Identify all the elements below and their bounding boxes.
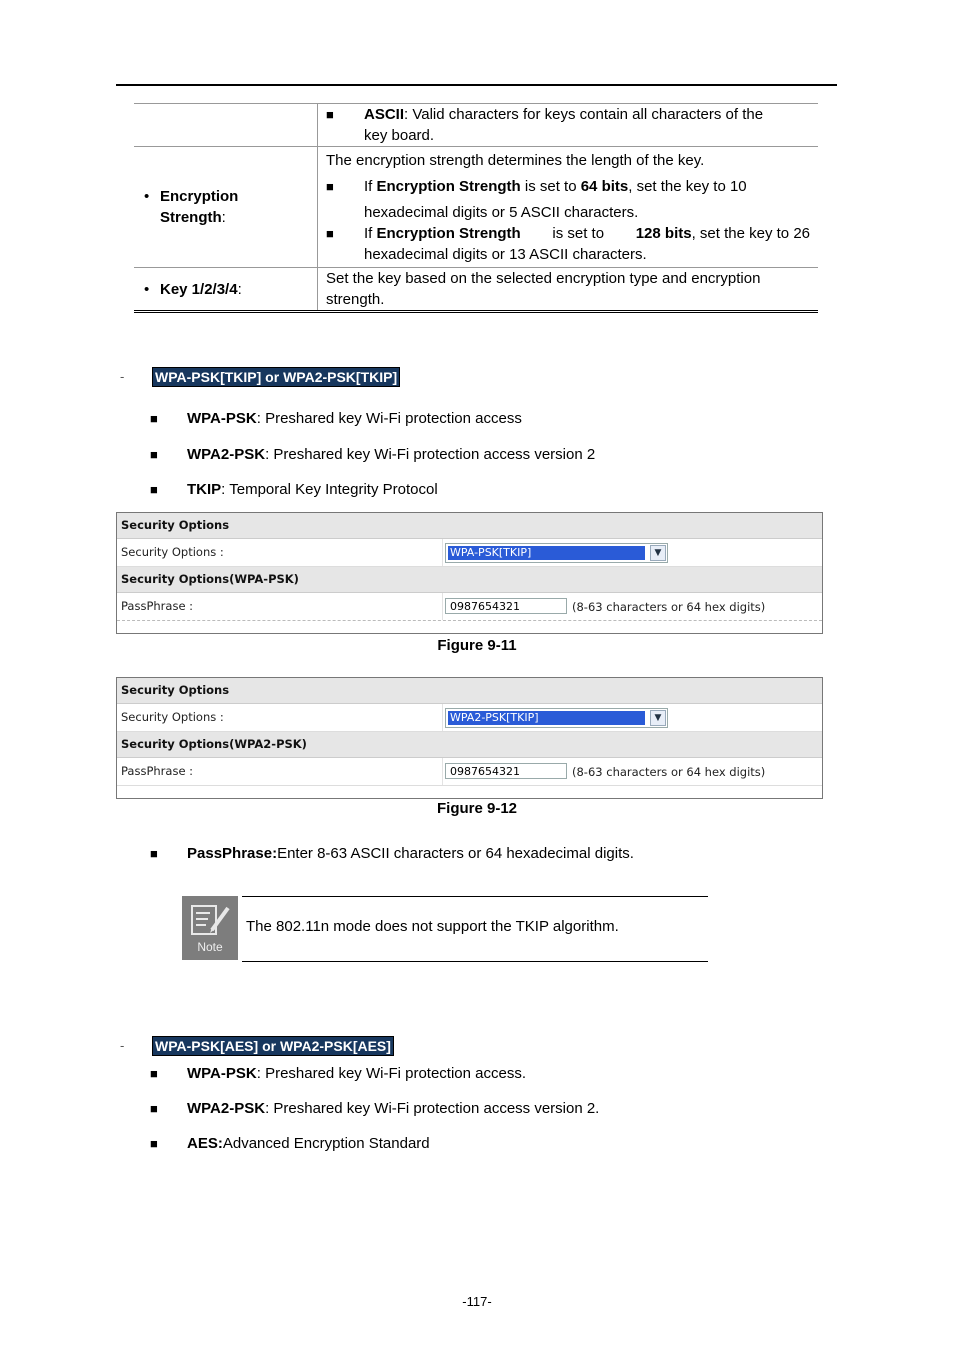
passphrase-bullet: ■ PassPhrase: Enter 8-63 ASCII characters or 64 hexadecimal digits.	[150, 845, 634, 862]
figure-9-12-panel	[116, 677, 823, 799]
square-bullet-icon: ■	[150, 1066, 158, 1081]
section2-bullet-wpa-psk: ■ WPA-PSK : Preshared key Wi-Fi protection access.	[150, 1065, 526, 1082]
encryption-128-line2: hexadecimal digits or 13 ASCII characters.	[364, 245, 647, 263]
encryption-strength-label: • Encryption Strength:	[144, 188, 239, 226]
square-bullet-icon: ■	[150, 482, 158, 497]
encryption-64-bullet: ■ If Encryption Strength is set to 64 bits, set the key to 10	[326, 177, 747, 195]
panel-section-header: Security Options(WPA-PSK)	[117, 567, 822, 593]
ascii-bullet	[326, 104, 810, 125]
encryption-strength-intro: The encryption strength determines the length of the key.	[326, 151, 705, 169]
security-options-selected-value: WPA2-PSK[TKIP]	[448, 711, 645, 725]
section1-dash: -	[120, 369, 125, 384]
chevron-down-icon[interactable]: ▼	[650, 545, 666, 561]
square-bullet-icon: ■	[150, 447, 158, 462]
section2-bullet-aes: ■ AES: Advanced Encryption Standard	[150, 1135, 430, 1152]
security-options-row	[117, 704, 822, 732]
encryption-64-line2: hexadecimal digits or 5 ASCII characters.	[364, 203, 639, 221]
panel-section-header: Security Options	[117, 678, 822, 704]
square-bullet-icon: ■	[150, 1101, 158, 1116]
note-bottom-rule	[242, 961, 708, 962]
security-options-label: Security Options :	[121, 710, 224, 724]
passphrase-hint: (8-63 characters or 64 hex digits)	[572, 600, 766, 614]
passphrase-label: PassPhrase :	[121, 764, 194, 778]
key-label: • Key 1/2/3/4:	[144, 280, 242, 298]
dot-bullet-icon: •	[144, 188, 150, 205]
passphrase-row	[117, 758, 822, 786]
square-bullet-icon: ■	[150, 1136, 158, 1151]
header-rule	[116, 84, 837, 86]
square-bullet-icon: ■	[150, 846, 158, 861]
figure-9-11-caption: Figure 9-11	[437, 637, 517, 654]
note-top-rule	[242, 896, 708, 897]
table-row-ascii	[134, 104, 818, 147]
passphrase-hint: (8-63 characters or 64 hex digits)	[572, 765, 766, 779]
page-number: -117-	[462, 1294, 492, 1309]
table-row-encryption-strength	[134, 147, 818, 268]
section2-heading: WPA-PSK[AES] or WPA2-PSK[AES]	[152, 1036, 394, 1056]
note-text: The 802.11n mode does not support the TKIP algorithm.	[246, 918, 619, 935]
figure-9-11-panel	[116, 512, 823, 634]
section1-heading: WPA-PSK[TKIP] or WPA2-PSK[TKIP]	[152, 367, 400, 387]
note-icon	[182, 896, 238, 960]
table-row-key	[134, 268, 818, 312]
security-options-select[interactable]	[445, 543, 668, 563]
section2-dash: -	[120, 1038, 125, 1053]
ascii-term: ASCII	[364, 106, 405, 123]
square-bullet-icon: ■	[150, 411, 158, 426]
ascii-text: : Valid characters for keys contain all characters of the	[404, 106, 764, 123]
passphrase-input[interactable]: 0987654321	[445, 598, 567, 614]
section1-bullet-wpa-psk: ■ WPA-PSK : Preshared key Wi-Fi protection access	[150, 410, 522, 427]
panel-section-header: Security Options(WPA2-PSK)	[117, 732, 822, 758]
encryption-128-bullet: ■ If Encryption Strength is set to 128 bits, set the key to 26	[326, 224, 810, 242]
parameter-table	[134, 103, 818, 313]
section1-bullet-wpa2-psk: ■ WPA2-PSK : Preshared key Wi-Fi protection access version 2	[150, 446, 596, 463]
pencil-paper-icon	[182, 896, 238, 942]
square-bullet-icon: ■	[326, 107, 334, 122]
security-options-selected-value: WPA-PSK[TKIP]	[448, 546, 645, 560]
key-text: Set the key based on the selected encryption type and encryption	[326, 270, 761, 287]
security-options-row	[117, 539, 822, 567]
passphrase-input[interactable]: 0987654321	[445, 763, 567, 779]
square-bullet-icon: ■	[326, 178, 334, 194]
note-icon-label: Note	[197, 940, 223, 954]
passphrase-row	[117, 593, 822, 621]
security-options-label: Security Options :	[121, 545, 224, 559]
passphrase-label: PassPhrase :	[121, 599, 194, 613]
square-bullet-icon: ■	[326, 225, 334, 241]
key-text-line2: strength.	[326, 291, 385, 308]
figure-9-12-caption: Figure 9-12	[436, 800, 518, 817]
security-options-select[interactable]	[445, 708, 668, 728]
section2-bullet-wpa2-psk: ■ WPA2-PSK : Preshared key Wi-Fi protection access version 2.	[150, 1100, 600, 1117]
panel-section-header: Security Options	[117, 513, 822, 539]
ascii-text-line2: key board.	[364, 127, 435, 144]
chevron-down-icon[interactable]: ▼	[650, 710, 666, 726]
section1-bullet-tkip: ■ TKIP : Temporal Key Integrity Protocol	[150, 481, 438, 498]
dot-bullet-icon: •	[144, 280, 150, 298]
